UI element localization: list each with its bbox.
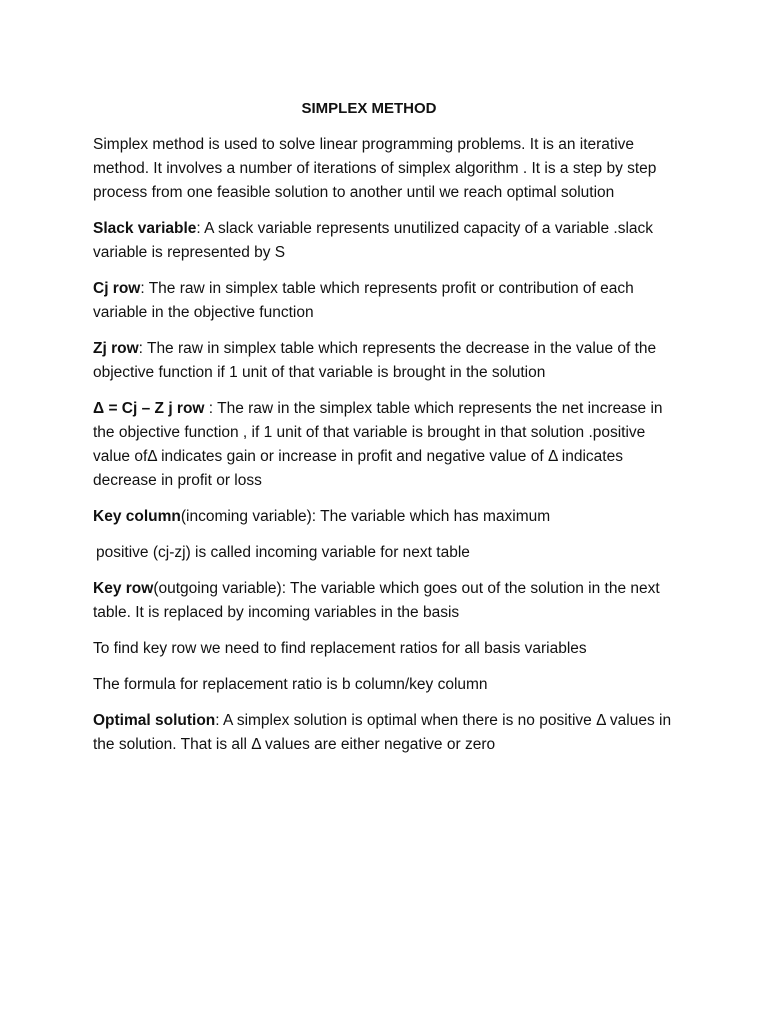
document-title: SIMPLEX METHOD <box>301 100 437 117</box>
key-row-paragraph <box>93 577 678 625</box>
replacement-ratio-formula: The formula for replacement ratio is b column/key column <box>93 676 488 693</box>
zj-row-paragraph <box>93 337 678 385</box>
optimal-solution-term: Optimal solution <box>93 712 216 729</box>
delta-row-paragraph <box>93 397 678 493</box>
zj-row-definition: : The raw in simplex table which represents the decrease in the value of the objective function if 1 unit of that variable is brought in the solution <box>93 340 657 381</box>
intro-paragraph: Simplex method is used to solve linear programming problems. It is an iterative method. It involves a number of iterations of simplex algorithm . It is a step by step process from one feasible solution to another until we reach optimal solution <box>93 136 657 201</box>
slack-variable-term: Slack variable <box>93 220 197 237</box>
key-column-paragraph <box>93 505 678 529</box>
key-row-note: To find key row we need to find replacement ratios for all basis variables <box>93 640 587 657</box>
key-column-continuation: positive (cj-zj) is called incoming variable for next table <box>96 544 470 561</box>
optimal-solution-paragraph <box>93 709 678 757</box>
zj-row-term: Zj row <box>93 340 139 357</box>
delta-row-term: Δ = Cj – Z j row <box>93 400 205 417</box>
delta-row-definition: : The raw in the simplex table which represents the net increase in the objective function , if 1 unit of that variable is brought in that solution .positive value ofΔ indicates gain or increase in profit and negative value of Δ indicates decrease in profit or loss <box>93 400 663 489</box>
document-body <box>93 133 678 769</box>
slack-variable-definition: : A slack variable represents unutilized capacity of a variable .slack variable is represented by S <box>93 220 654 261</box>
key-column-definition: (incoming variable): The variable which has maximum <box>180 508 551 525</box>
slack-variable-paragraph <box>93 217 678 265</box>
cj-row-paragraph <box>93 277 678 325</box>
optimal-solution-definition: : A simplex solution is optimal when there is no positive Δ values in the solution. That is all Δ values are either negative or zero <box>93 712 672 753</box>
key-row-term: Key row <box>93 580 154 597</box>
cj-row-term: Cj row <box>93 280 141 297</box>
key-row-definition: (outgoing variable): The variable which goes out of the solution in the next table. It is replaced by incoming variables in the basis <box>93 580 660 621</box>
key-column-term: Key column <box>93 508 181 525</box>
cj-row-definition: : The raw in simplex table which represents profit or contribution of each variable in the objective function <box>93 280 634 321</box>
